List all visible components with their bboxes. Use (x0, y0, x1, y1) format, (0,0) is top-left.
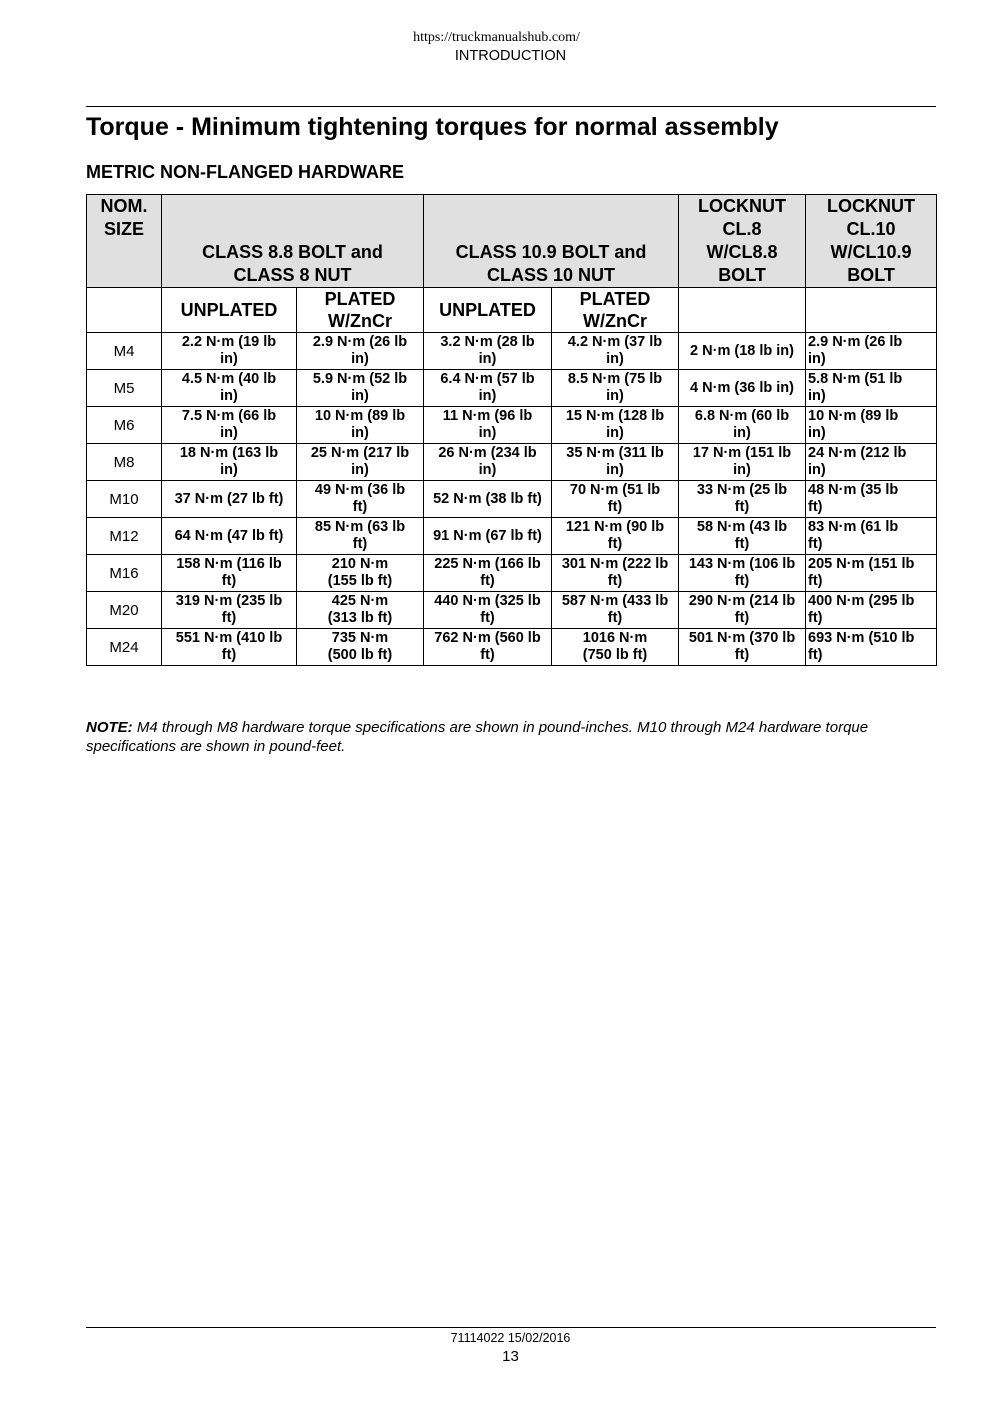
torque-table (86, 194, 937, 666)
torque-cell: 58 N·m (43 lb ft) (679, 518, 806, 555)
torque-cell: 64 N·m (47 lb ft) (162, 518, 297, 555)
torque-cell: 121 N·m (90 lb ft) (552, 518, 679, 555)
torque-cell: 425 N·m (313 lb ft) (297, 592, 424, 629)
table-row (87, 333, 937, 370)
torque-cell: 24 N·m (212 lb in) (806, 444, 937, 481)
note (86, 718, 946, 756)
torque-cell: 8.5 N·m (75 lb in) (552, 370, 679, 407)
torque-cell: 10 N·m (89 lb in) (806, 407, 937, 444)
torque-cell: 11 N·m (96 lb in) (424, 407, 552, 444)
header-class-10-9: CLASS 10.9 BOLT and CLASS 10 NUT (424, 195, 679, 288)
size-cell: M4 (87, 333, 162, 370)
torque-cell: 37 N·m (27 lb ft) (162, 481, 297, 518)
table-row (87, 370, 937, 407)
note-label: NOTE: (86, 719, 133, 736)
top-rule (86, 106, 936, 107)
torque-cell: 205 N·m (151 lb ft) (806, 555, 937, 592)
subheader-cell: UNPLATED (424, 288, 552, 333)
header-locknut-cl8: LOCKNUT CL.8 W/CL8.8 BOLT (679, 195, 806, 288)
torque-cell: 1016 N·m (750 lb ft) (552, 629, 679, 666)
torque-cell: 83 N·m (61 lb ft) (806, 518, 937, 555)
subheader-cell: PLATED W/ZnCr (297, 288, 424, 333)
torque-cell: 2.2 N·m (19 lb in) (162, 333, 297, 370)
torque-cell: 18 N·m (163 lb in) (162, 444, 297, 481)
table-row (87, 555, 937, 592)
torque-cell: 143 N·m (106 lb ft) (679, 555, 806, 592)
torque-cell: 290 N·m (214 lb ft) (679, 592, 806, 629)
torque-cell: 49 N·m (36 lb ft) (297, 481, 424, 518)
torque-cell: 301 N·m (222 lb ft) (552, 555, 679, 592)
torque-cell: 693 N·m (510 lb ft) (806, 629, 937, 666)
torque-cell: 735 N·m (500 lb ft) (297, 629, 424, 666)
section-subtitle: METRIC NON-FLANGED HARDWARE (86, 162, 404, 182)
subheader-cell: PLATED W/ZnCr (552, 288, 679, 333)
torque-cell: 17 N·m (151 lb in) (679, 444, 806, 481)
torque-cell: 2.9 N·m (26 lb in) (806, 333, 937, 370)
torque-cell: 7.5 N·m (66 lb in) (162, 407, 297, 444)
torque-cell: 25 N·m (217 lb in) (297, 444, 424, 481)
torque-cell: 319 N·m (235 lb ft) (162, 592, 297, 629)
table-row (87, 444, 937, 481)
torque-cell: 33 N·m (25 lb ft) (679, 481, 806, 518)
torque-cell: 440 N·m (325 lb ft) (424, 592, 552, 629)
size-cell: M6 (87, 407, 162, 444)
table-header-row (87, 195, 937, 288)
bottom-rule (86, 1327, 936, 1328)
size-cell: M5 (87, 370, 162, 407)
torque-cell: 26 N·m (234 lb in) (424, 444, 552, 481)
size-cell: M16 (87, 555, 162, 592)
table-row (87, 407, 937, 444)
size-cell: M12 (87, 518, 162, 555)
header-locknut-cl10: LOCKNUT CL.10 W/CL10.9 BOLT (806, 195, 937, 288)
torque-cell: 4.2 N·m (37 lb in) (552, 333, 679, 370)
table-row (87, 481, 937, 518)
header-section: INTRODUCTION (454, 48, 567, 64)
torque-cell: 4.5 N·m (40 lb in) (162, 370, 297, 407)
subheader-cell (806, 288, 937, 333)
torque-cell: 5.8 N·m (51 lb in) (806, 370, 937, 407)
torque-cell: 4 N·m (36 lb in) (679, 370, 806, 407)
torque-cell: 70 N·m (51 lb ft) (552, 481, 679, 518)
header-nom-size: NOM. SIZE (87, 195, 162, 288)
torque-cell: 225 N·m (166 lb ft) (424, 555, 552, 592)
torque-cell: 501 N·m (370 lb ft) (679, 629, 806, 666)
torque-cell: 35 N·m (311 lb in) (552, 444, 679, 481)
torque-cell: 210 N·m (155 lb ft) (297, 555, 424, 592)
torque-cell: 6.4 N·m (57 lb in) (424, 370, 552, 407)
size-cell: M8 (87, 444, 162, 481)
subheader-cell: UNPLATED (162, 288, 297, 333)
size-cell: M24 (87, 629, 162, 666)
note-text: M4 through M8 hardware torque specifications are shown in pound-inches. M10 through M24 hardware torque specifications are shown in pound-feet. (86, 719, 869, 755)
footer-doc-code: 71114022 15/02/2016 (450, 1331, 571, 1345)
torque-cell: 551 N·m (410 lb ft) (162, 629, 297, 666)
page-number: 13 (502, 1348, 519, 1365)
torque-cell: 2.9 N·m (26 lb in) (297, 333, 424, 370)
torque-cell: 52 N·m (38 lb ft) (424, 481, 552, 518)
table-row (87, 592, 937, 629)
torque-cell: 587 N·m (433 lb ft) (552, 592, 679, 629)
torque-cell: 3.2 N·m (28 lb in) (424, 333, 552, 370)
torque-cell: 762 N·m (560 lb ft) (424, 629, 552, 666)
torque-cell: 48 N·m (35 lb ft) (806, 481, 937, 518)
subheader-cell (87, 288, 162, 333)
torque-cell: 400 N·m (295 lb ft) (806, 592, 937, 629)
subheader-cell (679, 288, 806, 333)
torque-cell: 6.8 N·m (60 lb in) (679, 407, 806, 444)
torque-cell: 5.9 N·m (52 lb in) (297, 370, 424, 407)
torque-cell: 85 N·m (63 lb ft) (297, 518, 424, 555)
torque-cell: 91 N·m (67 lb ft) (424, 518, 552, 555)
table-subheader-row (87, 288, 937, 333)
table-row (87, 518, 937, 555)
torque-cell: 158 N·m (116 lb ft) (162, 555, 297, 592)
torque-cell: 10 N·m (89 lb in) (297, 407, 424, 444)
page-title: Torque - Minimum tightening torques for normal assembly (86, 113, 779, 141)
torque-cell: 2 N·m (18 lb in) (679, 333, 806, 370)
header-url: https://truckmanualshub.com/ (413, 30, 580, 45)
header-class-8-8: CLASS 8.8 BOLT and CLASS 8 NUT (162, 195, 424, 288)
torque-cell: 15 N·m (128 lb in) (552, 407, 679, 444)
size-cell: M20 (87, 592, 162, 629)
table-row (87, 629, 937, 666)
size-cell: M10 (87, 481, 162, 518)
